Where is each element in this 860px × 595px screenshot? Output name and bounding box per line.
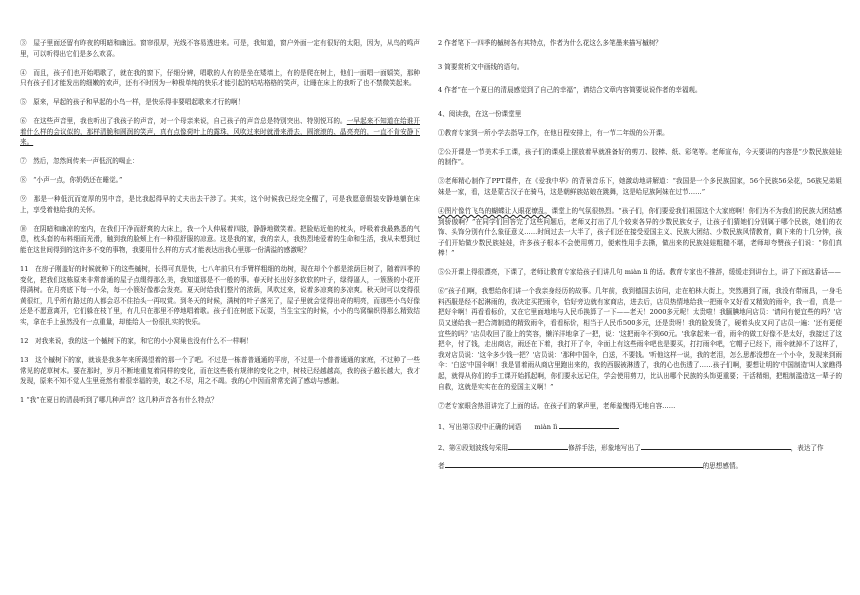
reading-paragraph-6: ⑥“孩子们啊，我想给你们讲一个我亲身经历的故事。几年前，我到德国去访问，走在柏林大街上，突然遇到了雨，我没有带雨具，一身毛料西服是经不起淋雨的，我决定买把雨伞，恰好旁边就有家商店，进去后，店员热情地给我一把雨伞又好看又精致的雨伞，我一看，真是一把好伞啊！再看看标价，又在它里面地地与人民币换算了一下——老天！2000多元呢！太贵啦！我腼腆地问店员：'请问有便宜些的吗？'店员又递给我一把合湾制造的精致雨伞，看看标价，相当于人民币500多元，还是贵呀！我的脸发烫了，硬着头皮又问了店员一遍：'还有更便宜些的吗？'店员收回了脸上的笑容，懒洋洋地拿了一把，说：'这把雨伞不到60元。'我拿起来一看，雨伞的做工好像不是太好，我接过了这把伞，付了钱，走出商店，雨还在下着，我打开了伞，伞面上有这些雨伞吧也是要买，打打雨伞吧，它帽子已经下，雨伞就掉不了这样了，我对店员说：'这伞多少钱一把？'店员说：'那种中国伞，白送，不要钱。'听他这样一说，我的老泪，怎么思都没想在一个小伞，发现来到雨伞：'白送'中国伞啊！我是冒着雨从商店里跑出来的，我的西服被淋透了，我的心也伤透了……孩子们啊，要想让明的'中国制造'叫人家瞧得起，就得从你们的手工课开始抓起啊，你们要永远记住，学会使用剪刀，比认出哪个民族的头饰更重要；干活精细，把粗制滥造这一辈子的自救，这就是实实在在的爱国主义啊！” bbox=[438, 287, 842, 391]
reading-paragraph-3: ③老师精心制作了PPT课件，在《爱我中华》的背景音乐下，她激动地讲解道：“我国是一个多民族国家，56个民族56朵花，56族兄弟姐妹是一家，看，这是蒙古汉子在骑马，这是朝鲜族姑娘在跳舞，这是哈尼族阿妹在过节……” bbox=[438, 177, 842, 196]
question-a bbox=[438, 420, 842, 433]
reading-paragraph-4-text: 课堂上的气氛很热烈。“孩子们，你们要爱我们祖国这个大家庭啊！你们为不为我们的民族大团结感到骄傲啊？”在同学们回答完了这些问题后，老师又打出了几个较束各异的少数民族女子，让孩子们猜她们分别属于哪个民族，她们的衣饰、头饰分别有什么象征意义……时间过去一大半了，孩子们还在接受爱国主义、民族大团结、少数民族风情教育，剩下来的十几分钟，孩子们开始做少数民族娃娃，许多孩子根本不会使用剪刀，便索性用手去撕，做出来的民族娃娃粗糙不堪，老师却夸赞孩子们说：“你们真棒！” bbox=[438, 206, 842, 258]
question-b-part-5: 的思想感情。 bbox=[702, 462, 743, 471]
paragraph-7: ⑦ 然后，忽然间传来一声低沉的喝止： bbox=[20, 157, 139, 166]
reading-paragraph-2: ②公开课是一节美术手工课，孩子们的课桌上摆放着早就准备好的剪刀、胶棒、纸、彩笔等。老师宣布，今天要讲的内容是“少数民族娃娃的制作”。 bbox=[438, 147, 842, 167]
pinyin-hint: miàn lì bbox=[534, 422, 558, 431]
underlined-sentence: 一早起来不知道在给谁开着什么样的会议似的，那样清脆和圆润的笑声，真有点像荷叶上的露珠，风吹过来时就滑来滑去，圆滚滚的、晶亮亮的，一直不肯安静下来。 bbox=[20, 117, 420, 147]
question-b-part-3: ，表达了作 bbox=[790, 443, 824, 452]
answer-blank-b2[interactable] bbox=[641, 441, 791, 450]
question-3: 3 简要赏析文中画线的语句。 bbox=[438, 62, 524, 71]
wavy-underlined-sentence: ④图片像竹飞鸟的蝴蝶让人眼花缭乱， bbox=[438, 206, 552, 215]
right-column bbox=[438, 38, 842, 589]
paragraph-4: ④ 而且，孩子们也开始唱歌了，就在我的窗下，仔细分辨，唱歌的人有的是坐在矮墙上，有的是爬在树上，他们一面唱一面嬉笑，那种只有孩子们才能发出的细嫩的欢声，还有不时因为一种极单纯的快乐才能引起的咕咕格格的笑声，让睡在床上的我听了也不禁微笑起来。 bbox=[20, 68, 420, 88]
reading-paragraph-4 bbox=[438, 206, 842, 259]
paragraph-6 bbox=[20, 116, 420, 148]
question-b-part-4: 者 bbox=[438, 462, 445, 471]
paragraph-10: ⑩ 在阴暗和幽凉的室内，在我们干净而舒爽的大床上，我一个人伸展着四肢，静静地微笑着。把脸贴近他的枕头，呼吸着我最熟悉的气息，枕头套的布料细而光滑，触到我的脸颊上有一种很舒服的凉意。这是我的家，我的亲人，我热烈地爱着的生命和生活，我从未想到过能在这世间得到的这许多不变的事物，我要用什么样的方式才能表达出我心里那一份满溢的感激呢？ bbox=[20, 224, 420, 255]
paragraph-8: ⑧ “小声一点，你奶奶还在睡觉。” bbox=[20, 176, 123, 185]
question-1: 1 “我”在夏日的清晨听到了哪几种声音？这几种声音各有什么特点？ bbox=[20, 396, 218, 405]
section-heading: 4、阅读我，在这一份课堂里 bbox=[438, 109, 522, 118]
question-b-part-2: 修辞手法，形象地写出了 bbox=[568, 443, 641, 452]
reading-paragraph-7: ⑦老专家眼含热泪讲完了上面的话。在孩子们的掌声里，老师羞愧得无地自容…… bbox=[438, 401, 676, 410]
answer-blank-b1[interactable] bbox=[508, 441, 568, 450]
paragraph-13: 13 这个槭树下的家，就该是我多年来所渴望着的那一个了吧。不过是一栋普普通通的平房，不过是一个普普通通的家庭，不过种了一些常见的花草树木。要在那时，岁月不断地重复着同样的变化，而在这些极有规律的变化之中，树枝已经越越高，我的孩子越长越大，我才发现，原来不知不觉人生里竟然有着很幸福的美，取之不尽，用之不竭。我的心中因而常常充满了感动与感谢。 bbox=[20, 355, 420, 386]
left-column bbox=[20, 38, 420, 589]
question-a-label: 1、写出第⑤段中正确的词语 bbox=[438, 422, 522, 431]
question-b-part-1: 2、第④段划波线句采用 bbox=[438, 443, 509, 452]
paragraph-6-text: ⑥ 在这些声音里，我也听出了我孩子的声音，对一个母亲来说，自己孩子的声音总是特别突出、特别悦耳的。 bbox=[20, 117, 347, 126]
paragraph-9: ⑨ 那是一种低沉而宽厚的男中音，是比我起得早的丈夫出去干涉了。其实，这个时候我已经完全醒了，可是我愿意假装安静地躺在床上，享受着他给我的关怀。 bbox=[20, 195, 420, 214]
answer-blank-a[interactable] bbox=[559, 420, 619, 429]
question-4: 4 作者“在一个夏日的清晨感觉到了自己的幸福”，请结合文章内容简要说说作者的幸福观。 bbox=[438, 86, 702, 95]
paragraph-11: 11 在房子刚盖好的时候就种下的这些槭树，长得可真是快，七八年前只有手臂样粗细的幼树，现在却个个都是浓荫巨树了，随着四季的变化，把我们这栋原来非常普通的屋子点缀得那么美，我知道那是不一般的事。春天时长出好多软软的叶子，绿得逼人，一簇簇的小花开得满树。在月亮底下每一小朵，每一小簇好像都会发亮。夏天时给我们整片的浓荫，风吹过来，说着多凉爽的多凉爽。秋天时可以变得很黄很红，几乎所有路过的人都会忍不住抬头一再叹赏。到冬天的时候，满树的叶子落光了，屋子里就会觉得出奇的明亮，而那些小鸟好像还是不愿意离开，它们躲在枝丫里，有几只在那里不停地唱着歌。孩子们在树底下玩耍，当生宝宝的时候，小小的鸟窝编织得那么精致结实，拿在手上虽然没有一点重量，却能给人一份很扎实的快乐。 bbox=[20, 265, 420, 326]
paragraph-5: ⑤ 原来，早起的孩子和早起的小鸟一样，是快乐得非要唱起歌来才行的啊！ bbox=[20, 98, 245, 107]
reading-paragraph-1: ①教育专家到一所小学去指导工作，在他日程安排上，有一节二年级的公开课。 bbox=[438, 128, 669, 137]
question-b-continued bbox=[438, 459, 842, 472]
reading-paragraph-5: ⑤公开课上得很漂亮，下课了，老师让教育专家给孩子们讲几句 miàn lì 的话。教育专家也不推辞，缓缓走到讲台上，讲了下面这番话—— bbox=[438, 268, 841, 277]
question-b bbox=[438, 441, 842, 454]
paragraph-12: 12 对我来说，我的这一个槭树下的家，和它的小小窝巢也没有什么不一样啊！ bbox=[20, 336, 253, 345]
answer-blank-b3[interactable] bbox=[445, 459, 703, 468]
question-2: 2 作者笔下一四季的槭树各有其特点，作者为什么花这么多笔墨来描写槭树？ bbox=[438, 39, 662, 47]
paragraph-3: ③ 屋子里面还留有昨夜的明暗和幽远。窗帘很厚，光线不容易透进来。可是，我知道，窗户外面一定有很好的太阳，因为，从鸟的鸣声里，可以听得出它们是多么欢喜。 bbox=[20, 39, 420, 58]
